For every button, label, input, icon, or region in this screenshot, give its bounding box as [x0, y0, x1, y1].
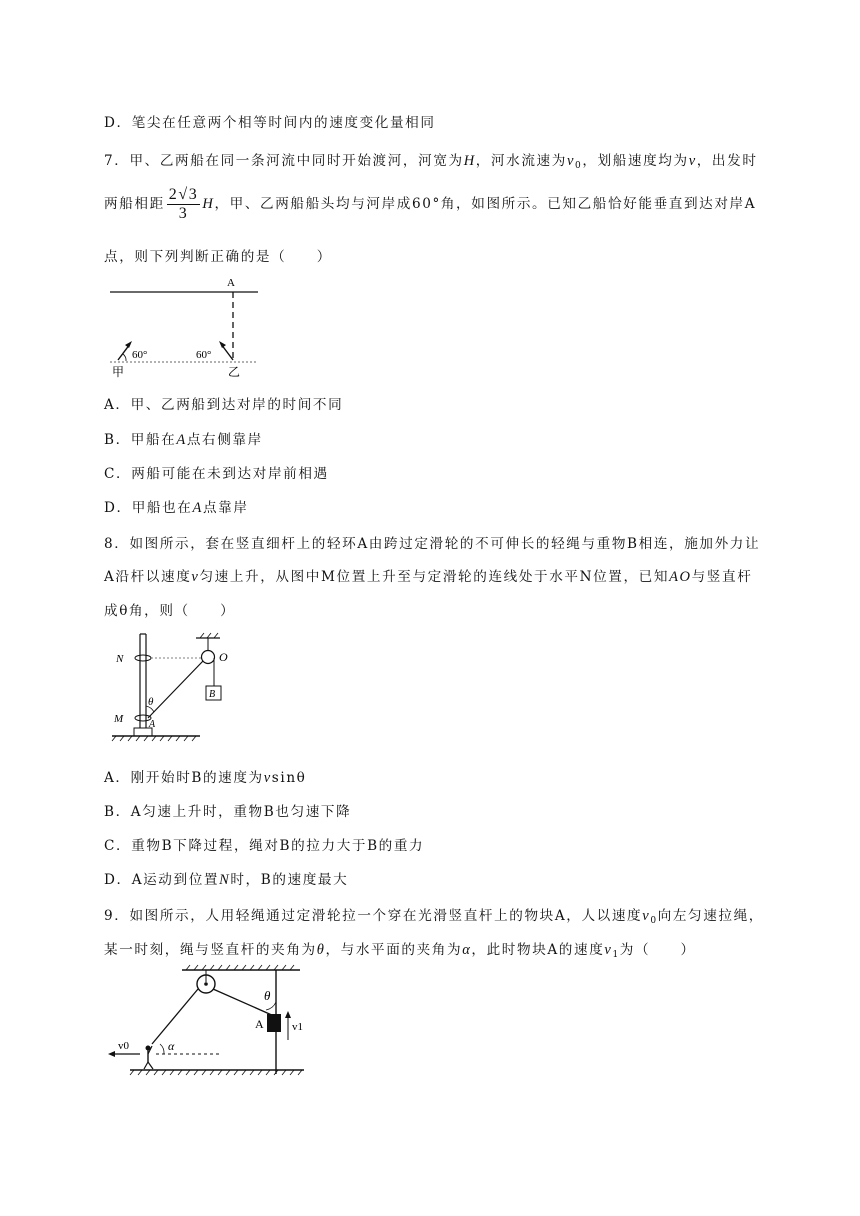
- q7-stem-line3: 点，则下列判断正确的是（ ）: [104, 249, 332, 265]
- q8-option-b: B．A匀速上升时，重物B也匀速下降: [104, 804, 352, 820]
- q8-stem-line3: 成θ角，则（ ）: [104, 603, 236, 619]
- fraction-2root3-over-3: $\frac{2√3}{3}$: [168, 186, 199, 222]
- angle-60-yi: 60°: [196, 349, 212, 361]
- q7-option-c: C．两船可能在未到达对岸前相遇: [104, 466, 329, 482]
- q7-option-d: D．甲船也在A点靠岸: [104, 500, 249, 516]
- q7-stem-line1: 7．甲、乙两船在同一条河流中同时开始渡河，河宽为H，河水流速为$v_0$，划船速度均为v，出发时: [104, 153, 758, 171]
- pulley-o-label: O: [219, 650, 228, 664]
- angle-60-jia: 60°: [132, 349, 148, 361]
- q7-option-a: A．甲、乙两船到达对岸的时间不同: [104, 397, 344, 413]
- q9-pulley-diagram: [104, 962, 309, 1080]
- q9-stem-line2: 某一时刻，绳与竖直杆的夹角为θ，与水平面的夹角为α，此时物块A的速度$v_1$为（ ）: [104, 942, 696, 960]
- q8-option-a: A．刚开始时B的速度为vsinθ: [104, 770, 307, 786]
- angle-alpha-label: α: [168, 1039, 175, 1053]
- q8-stem-line1: 8．如图所示，套在竖直细杆上的轻环A由跨过定滑轮的不可伸长的轻绳与重物B相连，施加外力让: [104, 536, 761, 552]
- position-n-label: N: [116, 653, 124, 665]
- boat-jia-label: 甲: [112, 365, 125, 379]
- q7-option-b: B．甲船在A点右侧靠岸: [104, 432, 263, 448]
- velocity-v1-label: v1: [292, 1021, 303, 1033]
- block-b-label: B: [209, 689, 216, 700]
- point-a-label: A: [227, 277, 235, 289]
- q8-pulley-diagram: [108, 630, 248, 745]
- block-a-label: A: [255, 1017, 264, 1031]
- q8-option-d: D．A运动到位置N时，B的速度最大: [104, 872, 349, 888]
- q7-stem-line2: 两船相距 $\frac{2√3}{3}$ H，甲、乙两船船头均与河岸成60°角，如图所示。已知乙船恰好能垂直到达对岸A: [104, 186, 757, 222]
- angle-theta-label: θ: [264, 988, 271, 1003]
- ring-a-label: A: [149, 719, 156, 730]
- angle-theta-label: θ: [148, 696, 154, 708]
- q8-stem-line2: A沿杆以速度v匀速上升，从图中M位置上升至与定滑轮的连线处于水平N位置，已知AO与竖直杆: [104, 569, 753, 585]
- boat-yi-label: 乙: [228, 365, 241, 379]
- velocity-v0-label: v0: [118, 1040, 129, 1052]
- q6-option-d: D．笔尖在任意两个相等时间内的速度变化量相同: [104, 115, 436, 131]
- q8-option-c: C．重物B下降过程，绳对B的拉力大于B的重力: [104, 838, 425, 854]
- position-m-label: M: [114, 713, 124, 725]
- q9-stem-line1: 9．如图所示，人用轻绳通过定滑轮拉一个穿在光滑竖直杆上的物块A，人以速度$v_0$向左匀速拉绳，: [104, 908, 764, 926]
- q7-river-diagram: [100, 272, 275, 380]
